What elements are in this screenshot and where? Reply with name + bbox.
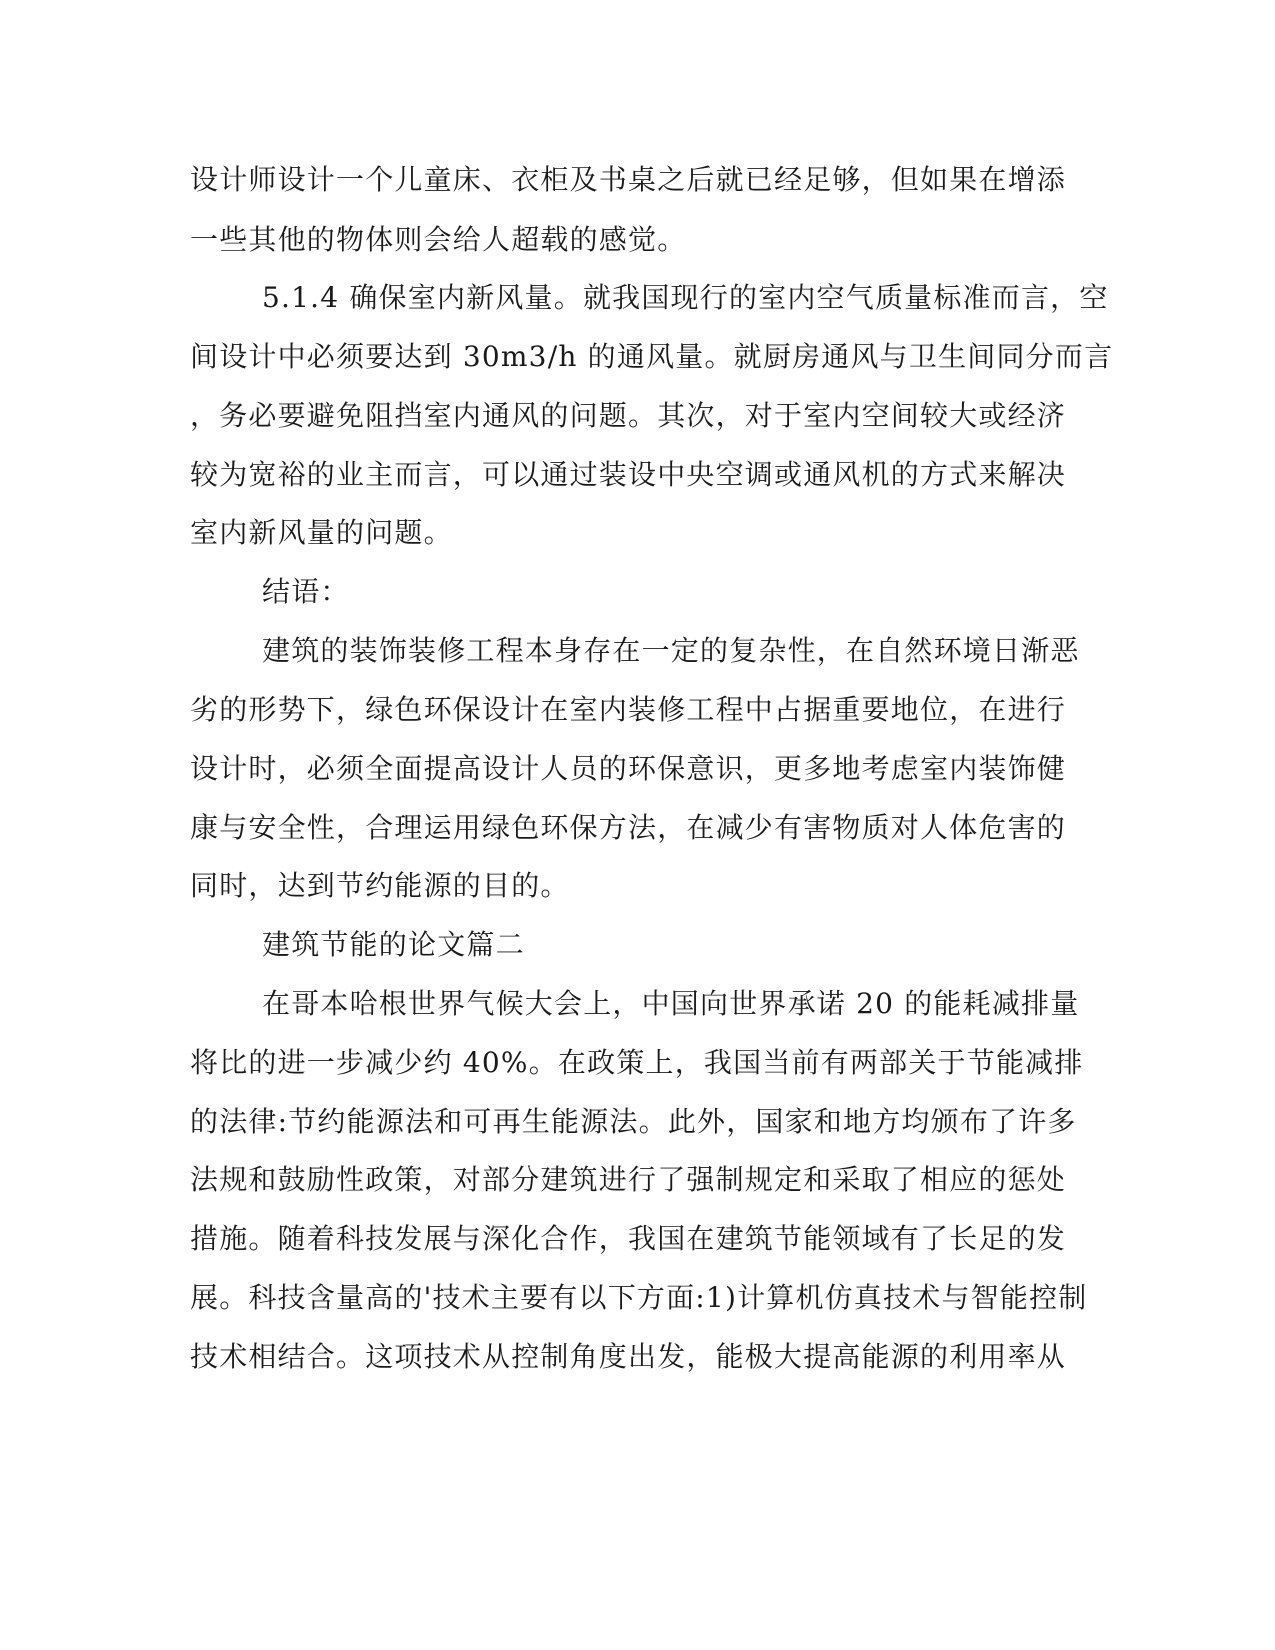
section-heading: 建筑节能的论文篇二 bbox=[262, 928, 525, 961]
text-line: 将比的进一步减少约 40%。在政策上，我国当前有两部关于节能减排 bbox=[190, 1046, 1084, 1079]
text-line: 的法律:节约能源法和可再生能源法。此外，国家和地方均颁布了许多 bbox=[190, 1105, 1077, 1138]
text-line: ，务必要避免阻挡室内通风的问题。其次，对于室内空间较大或经济 bbox=[190, 399, 1067, 432]
text-line: 同时，达到节约能源的目的。 bbox=[190, 869, 570, 902]
text-line: 5.1.4 确保室内新风量。就我国现行的室内空气质量标准而言，空 bbox=[262, 281, 1109, 314]
text-line: 措施。随着科技发展与深化合作，我国在建筑节能领域有了长足的发 bbox=[190, 1222, 1067, 1255]
text-line: 展。科技含量高的'技术主要有以下方面:1)计算机仿真技术与智能控制 bbox=[190, 1281, 1088, 1314]
text-line: 劣的形势下，绿色环保设计在室内装修工程中占据重要地位，在进行 bbox=[190, 693, 1067, 726]
text-line: 室内新风量的问题。 bbox=[190, 516, 453, 549]
text-line: 康与安全性，合理运用绿色环保方法，在减少有害物质对人体危害的 bbox=[190, 811, 1067, 844]
text-line: 在哥本哈根世界气候大会上，中国向世界承诺 20 的能耗减排量 bbox=[262, 987, 1080, 1020]
text-line: 法规和鼓励性政策，对部分建筑进行了强制规定和采取了相应的惩处 bbox=[190, 1163, 1067, 1196]
text-line: 建筑的装饰装修工程本身存在一定的复杂性，在自然环境日渐恶 bbox=[262, 634, 1080, 667]
text-line: 设计师设计一个儿童床、衣柜及书桌之后就已经足够，但如果在增添 bbox=[190, 163, 1067, 196]
section-heading: 结语： bbox=[262, 575, 350, 608]
text-line: 较为宽裕的业主而言，可以通过装设中央空调或通风机的方式来解决 bbox=[190, 458, 1067, 491]
text-line: 一些其他的物体则会给人超载的感觉。 bbox=[190, 223, 687, 256]
text-line: 设计时，必须全面提高设计人员的环保意识，更多地考虑室内装饰健 bbox=[190, 752, 1067, 785]
text-line: 间设计中必须要达到 30m3/h 的通风量。就厨房通风与卫生间同分而言 bbox=[190, 340, 1114, 373]
text-line: 技术相结合。这项技术从控制角度出发，能极大提高能源的利用率从 bbox=[190, 1340, 1067, 1373]
